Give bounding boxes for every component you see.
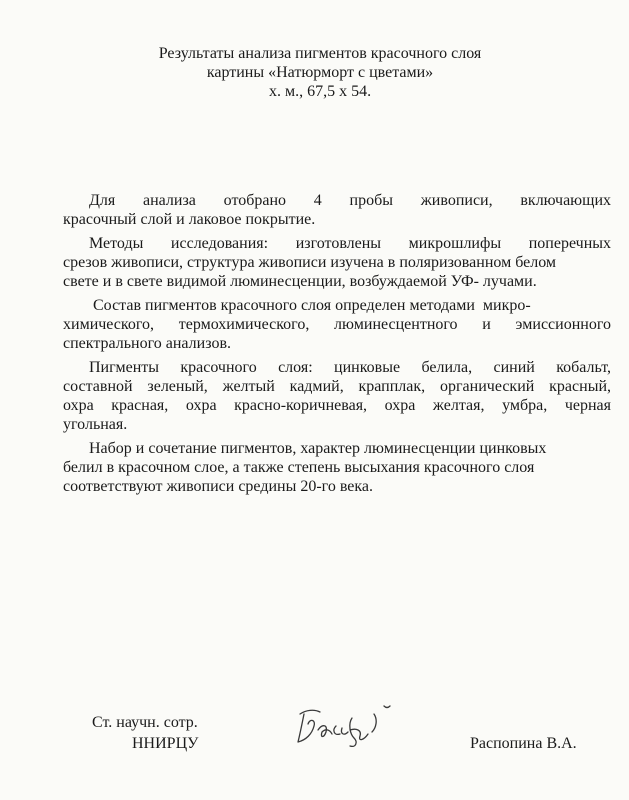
handwritten-signature <box>292 700 402 752</box>
document-header <box>60 44 580 101</box>
text-line: угольная. <box>63 416 128 433</box>
text-line: красочный слой и лаковое покрытие. <box>63 211 316 228</box>
paragraph-methods <box>63 234 611 291</box>
text-line: Пигменты красочного слоя: цинковые белила, синий кобальт, <box>89 359 611 376</box>
text-line: спектрального анализов. <box>63 335 231 352</box>
text-line: срезов живописи, структура живописи изучена в поляризованном белом <box>63 254 557 271</box>
document-body <box>63 191 611 496</box>
text-line: свете и в свете видимой люминесценции, возбуждаемой УФ- лучами. <box>63 273 537 290</box>
position-title: Ст. научн. сотр. <box>92 714 198 731</box>
text-line: охра красная, охра красно-коричневая, охра желтая, умбра, черная <box>63 397 611 414</box>
text-line: Для анализа отобрано 4 пробы живописи, включающих <box>89 192 611 209</box>
signatory-name: Распопина В.А. <box>470 735 577 752</box>
text-line: составной зеленый, желтый кадмий, крапплак, органический красный, <box>63 378 611 395</box>
text-line: Состав пигментов красочного слоя определен методами микро- <box>89 297 531 314</box>
paragraph-conclusion <box>63 439 611 496</box>
text-line: белил в красочном слое, а также степень высыхания красочного слоя <box>63 459 535 476</box>
institution-name: ННИРЦУ <box>132 735 199 752</box>
header-title: Результаты анализа пигментов красочного слоя <box>158 45 482 62</box>
text-line: Методы исследования: изготовлены микрошлифы поперечных <box>89 235 611 252</box>
text-line: химического, термохимического, люминесцентного и эмиссионного <box>63 316 611 333</box>
text-line: соответствуют живописи средины 20-го века. <box>63 478 374 495</box>
text-line: Набор и сочетание пигментов, характер люминесценции цинковых <box>89 440 547 457</box>
signatory-position <box>92 712 198 754</box>
paragraph-composition <box>63 296 611 353</box>
paragraph-samples <box>63 191 611 229</box>
paragraph-pigments <box>63 358 611 434</box>
header-medium-dimensions: х. м., 67,5 х 54. <box>268 83 372 100</box>
header-painting-title: картины «Натюрморт с цветами» <box>206 64 434 81</box>
